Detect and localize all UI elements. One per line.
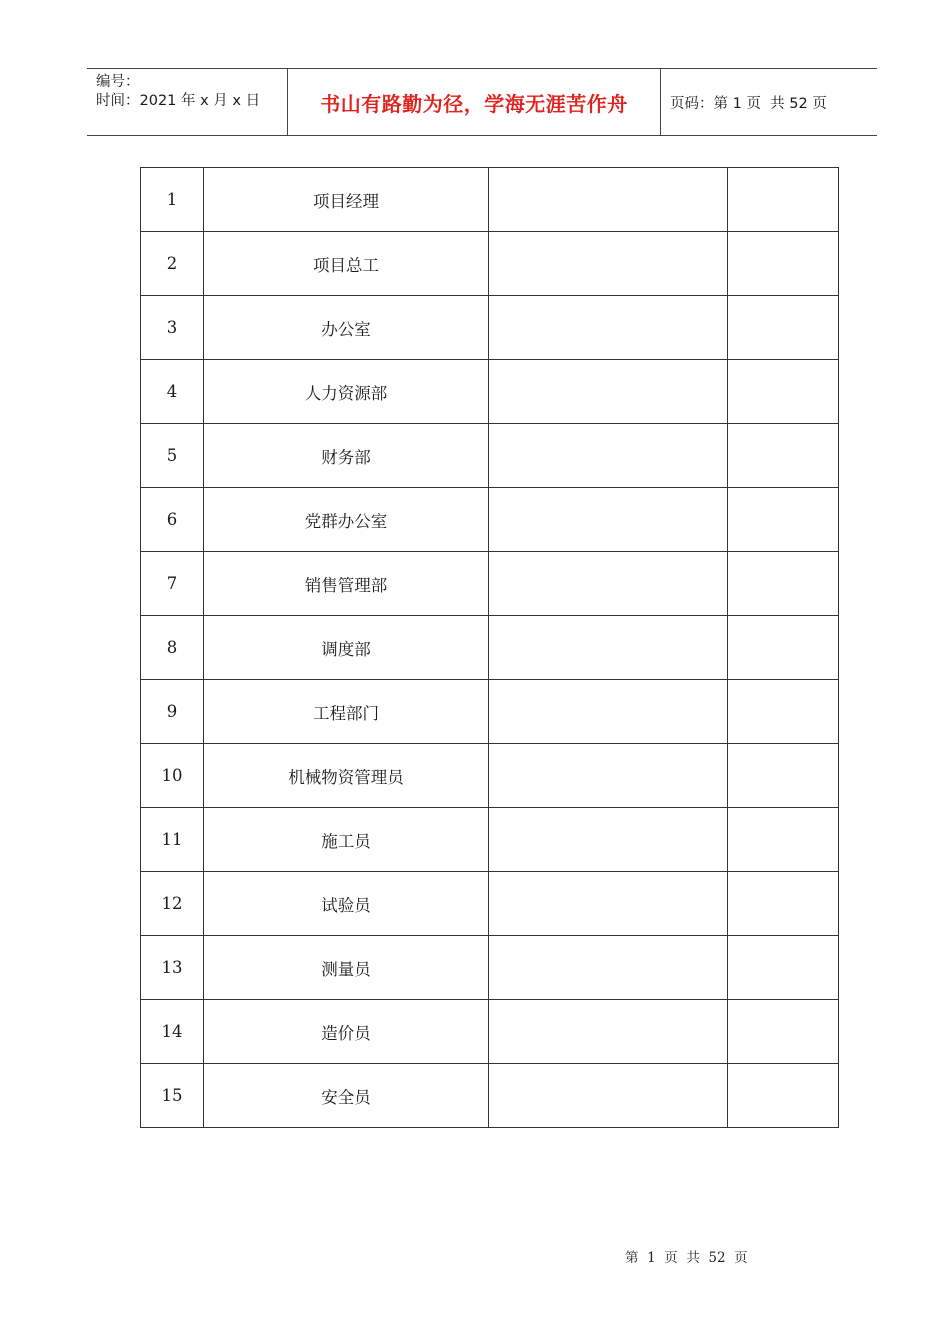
- position-name-cell: 财务部: [204, 424, 489, 488]
- row-number-cell: 11: [141, 808, 204, 872]
- table-row: [141, 1000, 839, 1064]
- blank-cell-3: [489, 424, 728, 488]
- position-name-cell: 工程部门: [204, 680, 489, 744]
- table-row: [141, 744, 839, 808]
- position-name-cell: 项目总工: [204, 232, 489, 296]
- blank-cell-4: [728, 744, 839, 808]
- table-row: [141, 808, 839, 872]
- blank-cell-4: [728, 488, 839, 552]
- blank-cell-4: [728, 808, 839, 872]
- table-row: [141, 360, 839, 424]
- blank-cell-4: [728, 936, 839, 1000]
- blank-cell-3: [489, 872, 728, 936]
- row-number-cell: 5: [141, 424, 204, 488]
- position-name-cell: 项目经理: [204, 168, 489, 232]
- blank-cell-4: [728, 168, 839, 232]
- position-name-cell: 办公室: [204, 296, 489, 360]
- blank-cell-3: [489, 744, 728, 808]
- blank-cell-4: [728, 424, 839, 488]
- blank-cell-3: [489, 296, 728, 360]
- header-motto: 书山有路勤为径，学海无涯苦作舟: [288, 69, 661, 135]
- blank-cell-4: [728, 1000, 839, 1064]
- blank-cell-3: [489, 552, 728, 616]
- position-name-cell: 销售管理部: [204, 552, 489, 616]
- row-number-cell: 12: [141, 872, 204, 936]
- blank-cell-4: [728, 616, 839, 680]
- row-number-cell: 1: [141, 168, 204, 232]
- table-row: [141, 488, 839, 552]
- blank-cell-3: [489, 488, 728, 552]
- number-label: 编号：: [96, 74, 140, 90]
- blank-cell-3: [489, 232, 728, 296]
- position-name-cell: 测量员: [204, 936, 489, 1000]
- blank-cell-3: [489, 168, 728, 232]
- position-name-cell: 调度部: [204, 616, 489, 680]
- header-meta: [87, 69, 288, 135]
- row-number-cell: 3: [141, 296, 204, 360]
- blank-cell-4: [728, 680, 839, 744]
- row-number-cell: 10: [141, 744, 204, 808]
- blank-cell-3: [489, 1000, 728, 1064]
- position-name-cell: 试验员: [204, 872, 489, 936]
- blank-cell-3: [489, 360, 728, 424]
- position-name-cell: 安全员: [204, 1064, 489, 1128]
- row-number-cell: 9: [141, 680, 204, 744]
- blank-cell-4: [728, 872, 839, 936]
- table-row: [141, 872, 839, 936]
- position-name-cell: 机械物资管理员: [204, 744, 489, 808]
- table-row: [141, 1064, 839, 1128]
- blank-cell-4: [728, 552, 839, 616]
- header-page-info: 页码：第 1 页 共 52 页: [670, 95, 827, 112]
- blank-cell-3: [489, 1064, 728, 1128]
- row-number-cell: 7: [141, 552, 204, 616]
- row-number-cell: 13: [141, 936, 204, 1000]
- time-label: 时间：2021 年 x 月 x 日: [96, 93, 261, 109]
- blank-cell-3: [489, 616, 728, 680]
- table-row: [141, 936, 839, 1000]
- row-number-cell: 8: [141, 616, 204, 680]
- table-row: [141, 616, 839, 680]
- table-row: [141, 680, 839, 744]
- table-row: [141, 168, 839, 232]
- blank-cell-3: [489, 808, 728, 872]
- footer-page-number: 第 1 页 共 52 页: [625, 1250, 748, 1266]
- row-number-cell: 2: [141, 232, 204, 296]
- position-name-cell: 人力资源部: [204, 360, 489, 424]
- position-name-cell: 施工员: [204, 808, 489, 872]
- blank-cell-3: [489, 936, 728, 1000]
- position-name-cell: 党群办公室: [204, 488, 489, 552]
- blank-cell-4: [728, 1064, 839, 1128]
- staff-table-body: [141, 168, 839, 1128]
- table-row: [141, 424, 839, 488]
- table-row: [141, 232, 839, 296]
- blank-cell-4: [728, 360, 839, 424]
- row-number-cell: 4: [141, 360, 204, 424]
- blank-cell-3: [489, 680, 728, 744]
- row-number-cell: 14: [141, 1000, 204, 1064]
- table-row: [141, 552, 839, 616]
- page-header: [87, 68, 877, 136]
- table-row: [141, 296, 839, 360]
- row-number-cell: 6: [141, 488, 204, 552]
- blank-cell-4: [728, 232, 839, 296]
- position-name-cell: 造价员: [204, 1000, 489, 1064]
- staff-table: [140, 167, 839, 1128]
- row-number-cell: 15: [141, 1064, 204, 1128]
- blank-cell-4: [728, 296, 839, 360]
